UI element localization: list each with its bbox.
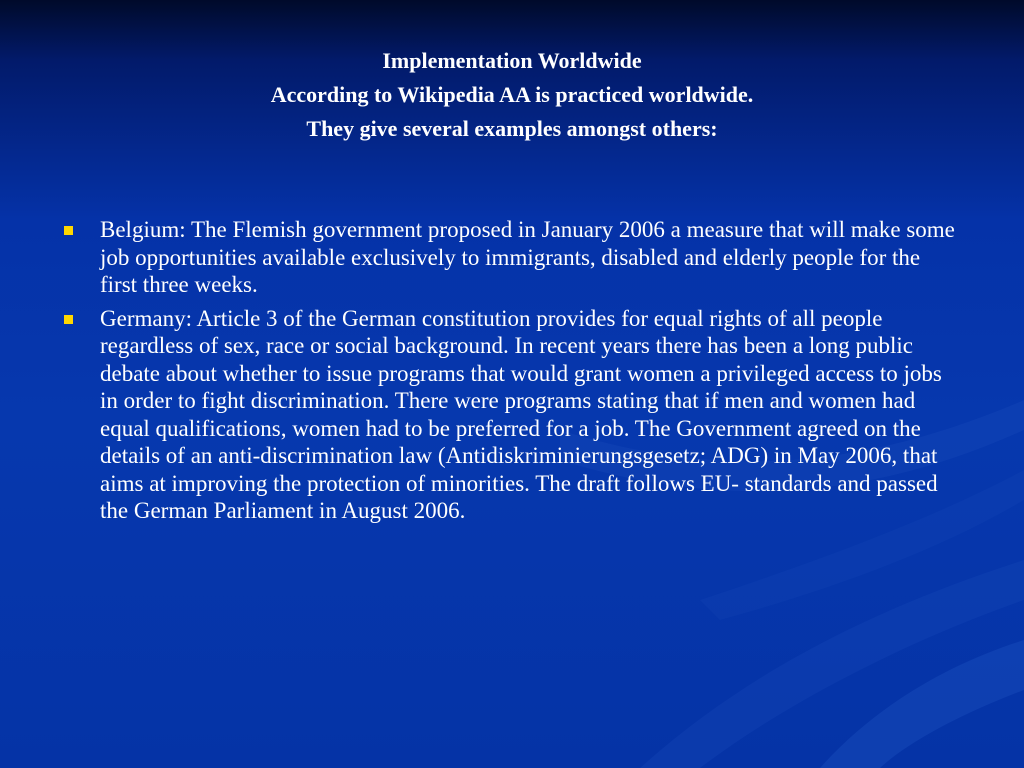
bullet-text-belgium: Belgium: The Flemish government proposed in January 2006 a measure that will make some job opportunities available exclusively to immigrants, disabled and elderly people for the first three weeks.: [100, 217, 955, 297]
square-bullet-icon: [64, 226, 73, 235]
bullet-text-germany: Germany: Article 3 of the German constitution provides for equal rights of all people regardless of sex, race or social background. In recent years there has been a long public debate about whether to issue programs that would grant women a privileged access to jobs in order to fight discrimination. There were programs stating that if men and women had equal qualifications, women had to be preferred for a job. The Government agreed on the details of an anti-discrimination law (Antidiskriminierungsgesetz; ADG) in May 2006, that aims at improving the protection of minorities. The draft follows EU- standards and passed the German Parliament in August 2006.: [100, 305, 942, 523]
bullet-list: [62, 216, 962, 531]
title-line-1: Implementation Worldwide: [382, 48, 642, 73]
bullet-item-belgium: [62, 216, 962, 299]
title-line-2: According to Wikipedia AA is practiced worldwide.: [270, 82, 754, 107]
slide-title: [0, 44, 1024, 146]
title-line-3: They give several examples amongst others:: [306, 116, 718, 141]
square-bullet-icon: [64, 315, 73, 324]
bullet-item-germany: [62, 305, 962, 525]
